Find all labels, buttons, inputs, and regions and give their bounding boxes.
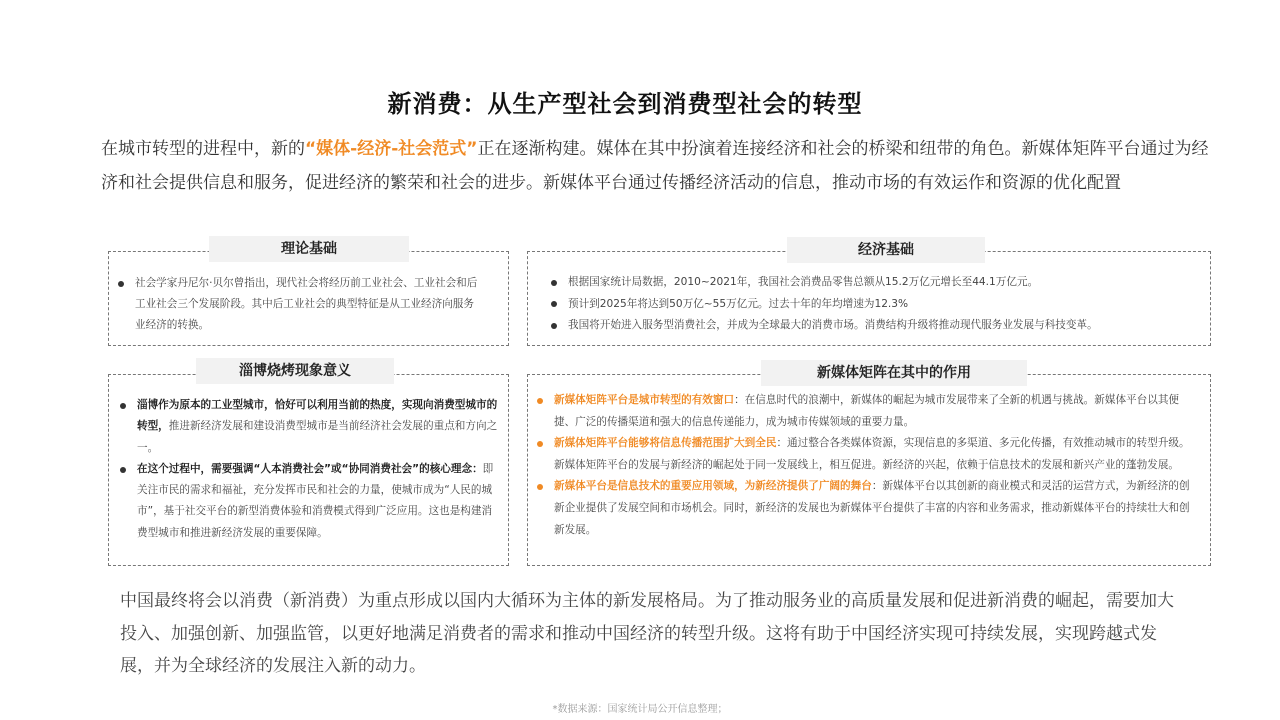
list-item (551, 272, 1201, 294)
theory-list (118, 273, 480, 336)
media-list (537, 390, 1199, 541)
page-title: 新消费：从生产型社会到消费型社会的转型 (387, 90, 863, 118)
list-item-bold: 新媒体矩阵平台是城市转型的有效窗口 (554, 394, 735, 406)
economy-list (551, 272, 1201, 337)
list-item-bold: 在这个过程中，需要强调“人本消费社会”或“协同消费社会”的核心理念： (137, 462, 483, 475)
list-item-text: ：新媒体平台以其创新的商业模式和灵活的运营方式，为新经济的创新企业提供了发展空间和市场机会。同时，新经济的发展也为新媒体平台提供了丰富的内容和业务需求，推动新媒体平台的持续壮大和创新发展。 (554, 480, 1190, 536)
intro-paragraph (101, 133, 1216, 200)
list-item-bold: 新媒体平台是信息技术的重要应用领域，为新经济提供了广阔的舞台 (554, 480, 872, 493)
list-item (537, 476, 1199, 541)
list-item-text: ：通过整合各类媒体资源，实现信息的多渠道、多元化传播，有效推动城市的转型升级。新媒体矩阵平台的发展与新经济的崛起处于同一发展线上，相互促进。新经济的兴起，依赖于信息技术的发展和新兴产业的蓬勃发展。 (554, 437, 1190, 471)
zibo-list (120, 395, 498, 544)
outro-paragraph: 中国最终将会以消费（新消费）为重点形成以国内大循环为主体的新发展格局。为了推动服务业的高质量发展和促进新消费的崛起，需要加大投入、加强创新、加强监管，以更好地满足消费者的需求和推动中国经济的转型升级。这将有助于中国经济实现可持续发展，实现跨越式发展，并为全球经济的发展注入新的动力。 (120, 591, 1174, 676)
data-source-note: *数据来源：国家统计局公开信息整理； (552, 704, 728, 715)
list-item-bold: 新媒体矩阵平台能够将信息传播范围扩大到全民 (554, 437, 777, 450)
list-item-text: 根据国家统计局数据，2010~2021年，我国社会消费品零售总额从15.2万亿元增长至44.1万亿元。 (568, 276, 1039, 288)
list-item (551, 294, 1201, 316)
intro-pre: 在城市转型的进程中，新的 (101, 139, 305, 159)
zibo-box-title: 淄博烧烤现象意义 (196, 358, 394, 384)
list-item (120, 459, 498, 544)
economy-box-title: 经济基础 (787, 237, 985, 263)
list-item-text: 社会学家丹尼尔·贝尔曾指出，现代社会将经历前工业社会、工业社会和后工业社会三个发展阶段。其中后工业社会的典型特征是从工业经济向服务业经济的转换。 (135, 277, 478, 331)
list-item (537, 433, 1199, 476)
intro-post: 正在逐渐构建。媒体在其中扮演着连接经济和社会的桥梁和纽带的角色。新媒体矩阵平台通过为经济和社会提供信息和服务，促进经济的繁荣和社会的进步。新媒体平台通过传播经济活动的信息，推动市场的有效运作和资源的优化配置 (101, 139, 1209, 193)
list-item-text: 我国将开始进入服务型消费社会，并成为全球最大的消费市场。消费结构升级将推动现代服务业发展与科技变革。 (568, 319, 1098, 331)
list-item-text: 预计到2025年将达到50万亿~55万亿元。过去十年的年均增速为12.3% (568, 297, 909, 310)
list-item (120, 395, 498, 459)
intro-highlight: “媒体-经济-社会范式” (305, 139, 478, 159)
list-item (551, 315, 1201, 337)
list-item-bold: 淄博作为原本的工业型城市，恰好可以利用当前的热度，实现向消费型城市的转型， (137, 399, 498, 433)
list-item-text: 即关注市民的需求和福祉，充分发挥市民和社会的力量，使城市成为“人民的城市”，基于社交平台的新型消费体验和消费模式得到广泛应用。这也是构建消费型城市和推进新经济发展的重要保障。 (137, 462, 494, 539)
list-item-text: ：在信息时代的浪潮中，新媒体的崛起为城市发展带来了全新的机遇与挑战。新媒体平台以其便捷、广泛的传播渠道和强大的信息传递能力，成为城市传媒领域的重要力量。 (554, 394, 1180, 428)
list-item (537, 390, 1199, 433)
list-item-text: 推进新经济发展和建设消费型城市是当前经济社会发展的重点和方向之一。 (137, 420, 498, 454)
media-box-title: 新媒体矩阵在其中的作用 (761, 360, 1027, 386)
list-item (118, 273, 480, 336)
theory-box-title: 理论基础 (209, 236, 409, 262)
